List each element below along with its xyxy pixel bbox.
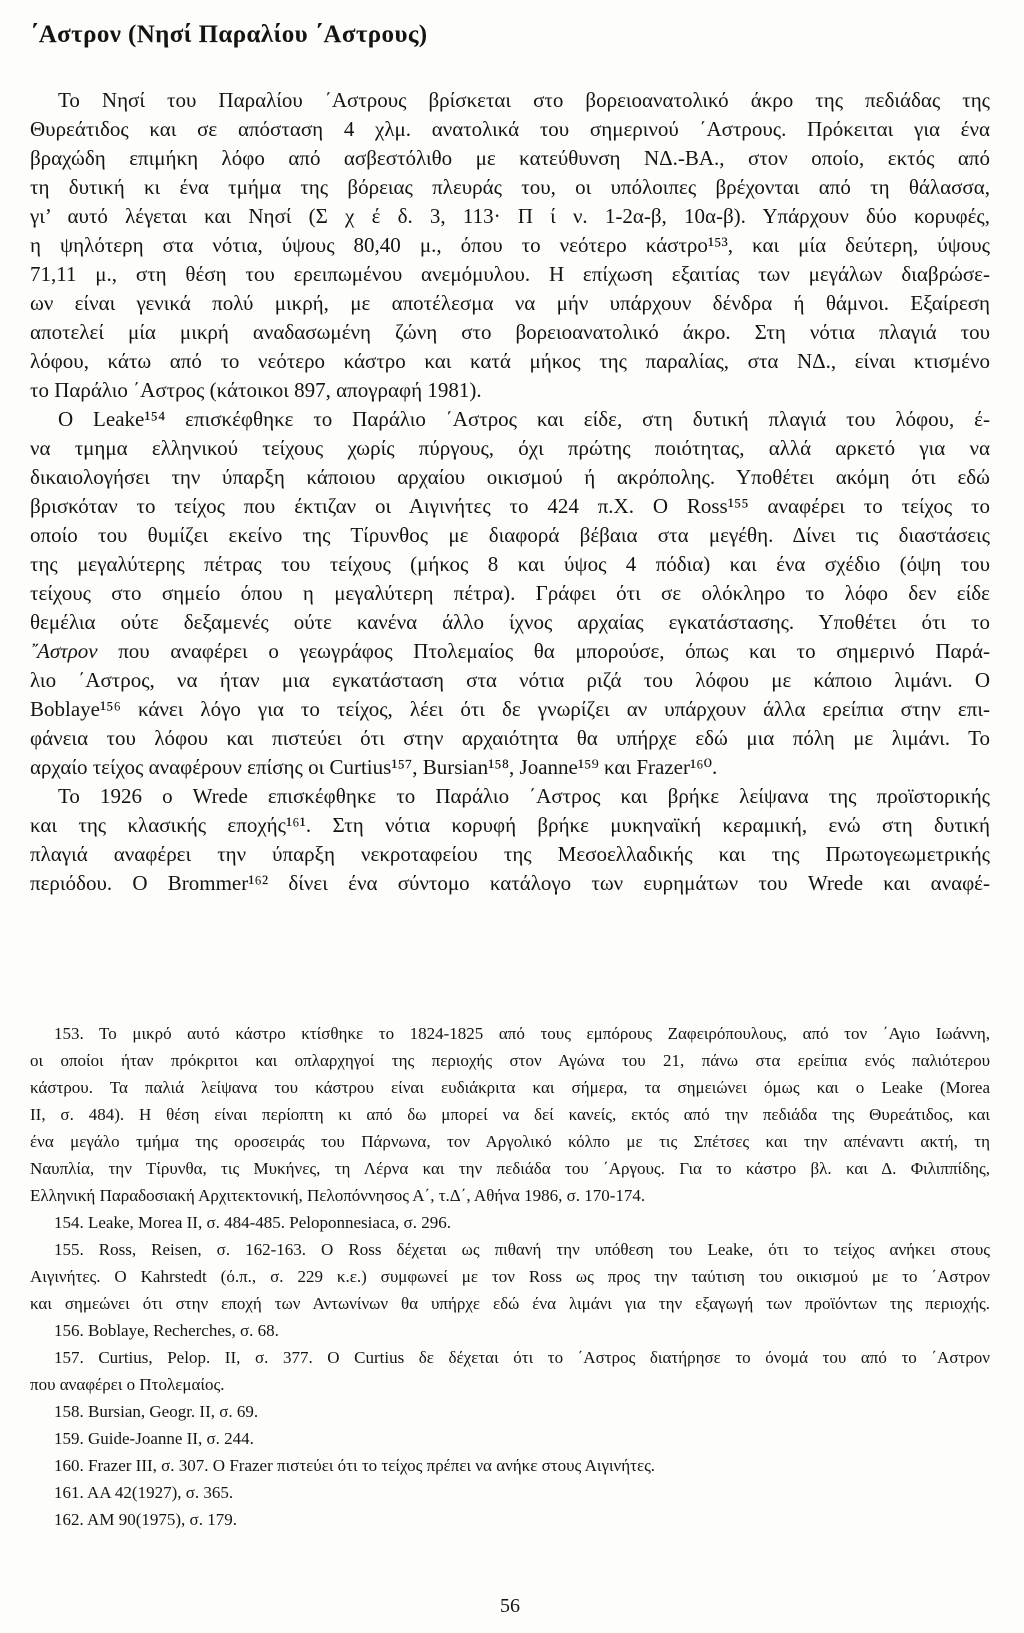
text-line <box>30 1074 990 1101</box>
paragraph <box>30 405 990 782</box>
text-line <box>30 869 990 898</box>
text-segment: Το Νησί του Παραλίου ΄Αστρους βρίσκεται στο βορειοανατολικό άκρο της πεδιάδας της <box>58 88 990 112</box>
text-line <box>30 1236 990 1263</box>
footnote <box>30 1236 990 1317</box>
text-segment: 159. Guide-Joanne II, σ. 244. <box>54 1429 254 1448</box>
text-segment: φάνεια του λόφου και πιστεύει ότι στην αρχαιότητα θα υπήρχε εδώ μια πόλη με λιμάνι. Το <box>30 726 990 750</box>
text-segment: 155. Ross, Reisen, σ. 162-163. Ο Ross δέχεται ως πιθανή την υπόθεση του Leake, ότι το τείχος ανήκει στους <box>54 1240 990 1259</box>
text-line <box>30 695 990 724</box>
footnote <box>30 1425 990 1452</box>
text-segment: Θυρεάτιδος και σε απόσταση 4 χλμ. ανατολικά του σημερινού ΄Αστρους. Πρόκειται για ένα <box>30 117 990 141</box>
paragraph <box>30 86 990 405</box>
text-segment: Αιγινήτες. Ο Kahrstedt (ό.π., σ. 229 κ.ε.) συμφωνεί με τον Ross ως προς την ταύτιση του οικισμού με το ΄Αστρον <box>30 1267 990 1286</box>
text-segment: και της κλασικής εποχής¹⁶¹. Στη νότια κορυφή βρήκε μυκηναϊκή κεραμική, ενώ στη δυτική <box>30 813 990 837</box>
paragraph <box>30 782 990 898</box>
text-line <box>30 753 990 782</box>
text-line <box>30 1101 990 1128</box>
text-segment: 160. Frazer III, σ. 307. Ο Frazer πιστεύει ότι το τείχος πρέπει να ανήκε στους Αιγινήτες. <box>54 1456 656 1475</box>
text-line <box>30 405 990 434</box>
footnote <box>30 1209 990 1236</box>
text-line <box>30 492 990 521</box>
text-segment: ένα μεγάλο τμήμα της οροσειράς του Πάρνωνα, τον Αργολικό κόλπο με τις Σπέτσες και την απέναντι ακτή, τη <box>30 1132 990 1151</box>
text-segment: Ο Leake¹⁵⁴ επισκέφθηκε το Παράλιο ΄Αστρος και είδε, στη δυτική πλαγιά του λόφου, έ- <box>58 407 990 431</box>
text-segment: Το 1926 ο Wrede επισκέφθηκε το Παράλιο ΄Αστρος και βρήκε λείψανα της προϊστορικής <box>58 784 990 808</box>
text-line <box>30 231 990 260</box>
text-line <box>30 202 990 231</box>
text-segment: οποίο του θυμίζει εκείνο της Τίρυνθος με διαφορά βέβαια στα μεγέθη. Δίνει τις διαστάσεις <box>30 523 990 547</box>
text-segment: Boblaye¹⁵⁶ κάνει λόγο για το τείχος, λέει ότι δε γνωρίζει αν υπάρχουν άλλα ερείπια στην επι- <box>30 697 990 721</box>
text-segment: 156. Boblaye, Recherches, σ. 68. <box>54 1321 279 1340</box>
text-line <box>30 724 990 753</box>
text-line <box>30 376 990 405</box>
footnote <box>30 1020 990 1209</box>
text-segment: γι’ αυτό λέγεται και Νησί (Σ χ έ δ. 3, 113· Π ί ν. 1-2α-β, 10α-β). Υπάρχουν δύο κορυφές, <box>30 204 990 228</box>
text-segment: κάστρου. Τα παλιά λείψανα του κάστρου είναι ευδιάκριτα και σήμερα, τα σημειώνει όμως και ο Leake (Morea <box>30 1078 990 1097</box>
text-segment: και σημεώνει ότι στην εποχή των Αντωνίνων θα υπήρχε εδώ ένα λιμάνι για την εξαγωγή των προϊόντων της περιοχής. <box>30 1294 990 1313</box>
text-line <box>30 666 990 695</box>
text-segment: βρισκόταν το τείχος που έκτιζαν οι Αιγινήτες το 424 π.Χ. Ο Ross¹⁵⁵ αναφέρει το τείχος το <box>30 494 990 518</box>
text-segment: οι οποίοι ήταν πρόκριτοι και οπλαρχηγοί της περιοχής στον Αγώνα του 21, πάνω στα ερείπια ενός παλιότερου <box>30 1051 990 1070</box>
footnotes-section <box>30 1020 990 1533</box>
text-segment: που αναφέρει ο Πτολεμαίος. <box>30 1375 225 1394</box>
text-segment: 158. Bursian, Geogr. II, σ. 69. <box>54 1402 259 1421</box>
text-line <box>30 144 990 173</box>
text-line <box>30 579 990 608</box>
text-line <box>30 1047 990 1074</box>
italic-text: ῎Αστρον <box>30 639 98 663</box>
text-segment: δικαιολογήσει την ύπαρξη κάποιου αρχαίου οικισμού ή ακρόπολης. Υποθέτει ακόμη ότι εδώ <box>30 465 990 489</box>
text-line <box>30 550 990 579</box>
text-segment: Ναυπλία, την Τίρυνθα, τις Μυκήνες, τη Λέρνα και την πεδιάδα του ΄Αργους. Για το κάστρο βλ. και Δ. Φιλιππίδης, <box>30 1159 990 1178</box>
text-segment: II, σ. 484). Η θέση είναι περίοπτη κι από δω μπορεί να δεί κανείς, εκτός από την πεδιάδα της Θυρεάτιδος, και <box>30 1105 990 1124</box>
text-line <box>30 347 990 376</box>
text-segment: περιόδου. Ο Brommer¹⁶² δίνει ένα σύντομο κατάλογο των ευρημάτων του Wrede και αναφέ- <box>30 871 990 895</box>
text-line <box>30 1182 990 1209</box>
text-line <box>30 1425 990 1452</box>
text-segment: που αναφέρει ο γεωγράφος Πτολεμαίος θα μπορούσε, όπως και το σημερινό Παρά- <box>97 639 990 663</box>
text-line <box>30 434 990 463</box>
page-number: 56 <box>500 1595 520 1617</box>
text-line <box>30 1290 990 1317</box>
text-line <box>30 811 990 840</box>
footnote <box>30 1344 990 1398</box>
text-segment: το Παράλιο ΄Αστρος (κάτοικοι 897, απογραφή 1981). <box>30 378 482 402</box>
text-line <box>30 1344 990 1371</box>
text-line <box>30 463 990 492</box>
text-line <box>30 318 990 347</box>
text-line <box>30 782 990 811</box>
text-line <box>30 637 990 666</box>
text-segment: πλαγιά αναφέρει την ύπαρξη νεκροταφείου της Μεσοελλαδικής και της Πρωτογεωμετρικής <box>30 842 990 866</box>
text-segment: να τμημα ελληνικού τείχους χωρίς πύργους, όχι πρώτης ποιότητας, αλλά αρκετό για να <box>30 436 990 460</box>
text-line <box>30 1371 990 1398</box>
footnote <box>30 1398 990 1425</box>
text-line <box>30 1128 990 1155</box>
footnote <box>30 1452 990 1479</box>
text-segment: ων είναι γενικά πολύ μικρή, με αποτέλεσμα να μήν υπάρχουν δένδρα ή θάμνοι. Εξαίρεση <box>30 291 990 315</box>
text-segment: λόφου, κάτω από το νεότερο κάστρο και κατά μήκος της παραλίας, στα ΝΔ., είναι κτισμένο <box>30 349 990 373</box>
footnote <box>30 1317 990 1344</box>
text-line <box>30 1263 990 1290</box>
text-segment: 153. Το μικρό αυτό κάστρο κτίσθηκε το 1824-1825 από τους εμπόρους Ζαφειρόπουλους, από τον ΄Αγιο Ιωάννη, <box>54 1024 990 1043</box>
text-line <box>30 1020 990 1047</box>
text-line <box>30 840 990 869</box>
text-line <box>30 1398 990 1425</box>
text-line <box>30 86 990 115</box>
text-segment: 71,11 μ., στη θέση του ερειπωμένου ανεμόμυλου. Η επίχωση εξαιτίας των μεγάλων διαβρώσε- <box>30 262 990 286</box>
text-segment: 161. AA 42(1927), σ. 365. <box>54 1483 234 1502</box>
text-line <box>30 1209 990 1236</box>
text-line <box>30 1479 990 1506</box>
page-title: ΄Αστρον (Νησί Παραλίου ΄Αστρους) <box>30 21 428 48</box>
text-line <box>30 115 990 144</box>
text-segment: η ψηλότερη στα νότια, ύψους 80,40 μ., όπου το νεότερο κάστρο¹⁵³, και μία δεύτερη, ύψους <box>30 233 990 257</box>
text-segment: 157. Curtius, Pelop. II, σ. 377. Ο Curtius δε δέχεται ότι το ΄Αστρος διατήρησε το όνομά του από το ΄Αστρον <box>54 1348 990 1367</box>
text-segment: τη δυτική κι ένα τμήμα της βόρειας πλευράς του, οι υπόλοιπες βρέχονται από τη θάλασσα, <box>30 175 990 199</box>
text-segment: βραχώδη επιμήκη λόφο από ασβεστόλιθο με κατεύθυνση ΝΔ.-ΒΑ., στον οποίο, εκτός από <box>30 146 990 170</box>
text-segment: τείχους στο σημείο όπου η μεγαλύτερη πέτρα). Γράφει ότι σε ολόκληρο το λόφο δεν είδε <box>30 581 990 605</box>
text-segment: Ελληνική Παραδοσιακή Αρχιτεκτονική, Πελοπόννησος Α΄, τ.Δ΄, Αθήνα 1986, σ. 170-174. <box>30 1186 646 1205</box>
text-line <box>30 289 990 318</box>
text-segment: αρχαίο τείχος αναφέρουν επίσης οι Curtius¹⁵⁷, Bursian¹⁵⁸, Joanne¹⁵⁹ και Frazer¹⁶⁰. <box>30 755 718 779</box>
text-line <box>30 1506 990 1533</box>
text-segment: αποτελεί μία μικρή αναδασωμένη ζώνη στο βορειοανατολικό άκρο. Στη νότια πλαγιά του <box>30 320 990 344</box>
footnote <box>30 1479 990 1506</box>
text-segment: θεμέλια ούτε δεξαμενές ούτε κανένα άλλο ίχνος αρχαίας εγκατάστασης. Υποθέτει ότι το <box>30 610 990 634</box>
text-line <box>30 260 990 289</box>
text-line <box>30 521 990 550</box>
text-line <box>30 1452 990 1479</box>
text-segment: 154. Leake, Morea II, σ. 484-485. Peloponnesiaca, σ. 296. <box>54 1213 451 1232</box>
text-segment: 162. AM 90(1975), σ. 179. <box>54 1510 237 1529</box>
text-line <box>30 1155 990 1182</box>
footnote <box>30 1506 990 1533</box>
text-segment: της μεγαλύτερης πέτρας του τείχους (μήκος 8 και ύψος 4 πόδια) και ένα σχέδιο (όψη του <box>30 552 990 576</box>
text-line <box>30 608 990 637</box>
text-line <box>30 1317 990 1344</box>
text-line <box>30 173 990 202</box>
body-text <box>30 86 990 898</box>
text-segment: λιο ΄Αστρος, να ήταν μια εγκατάσταση στα νότια ριζά του λόφου με κάποιο λιμάνι. Ο <box>30 668 990 692</box>
